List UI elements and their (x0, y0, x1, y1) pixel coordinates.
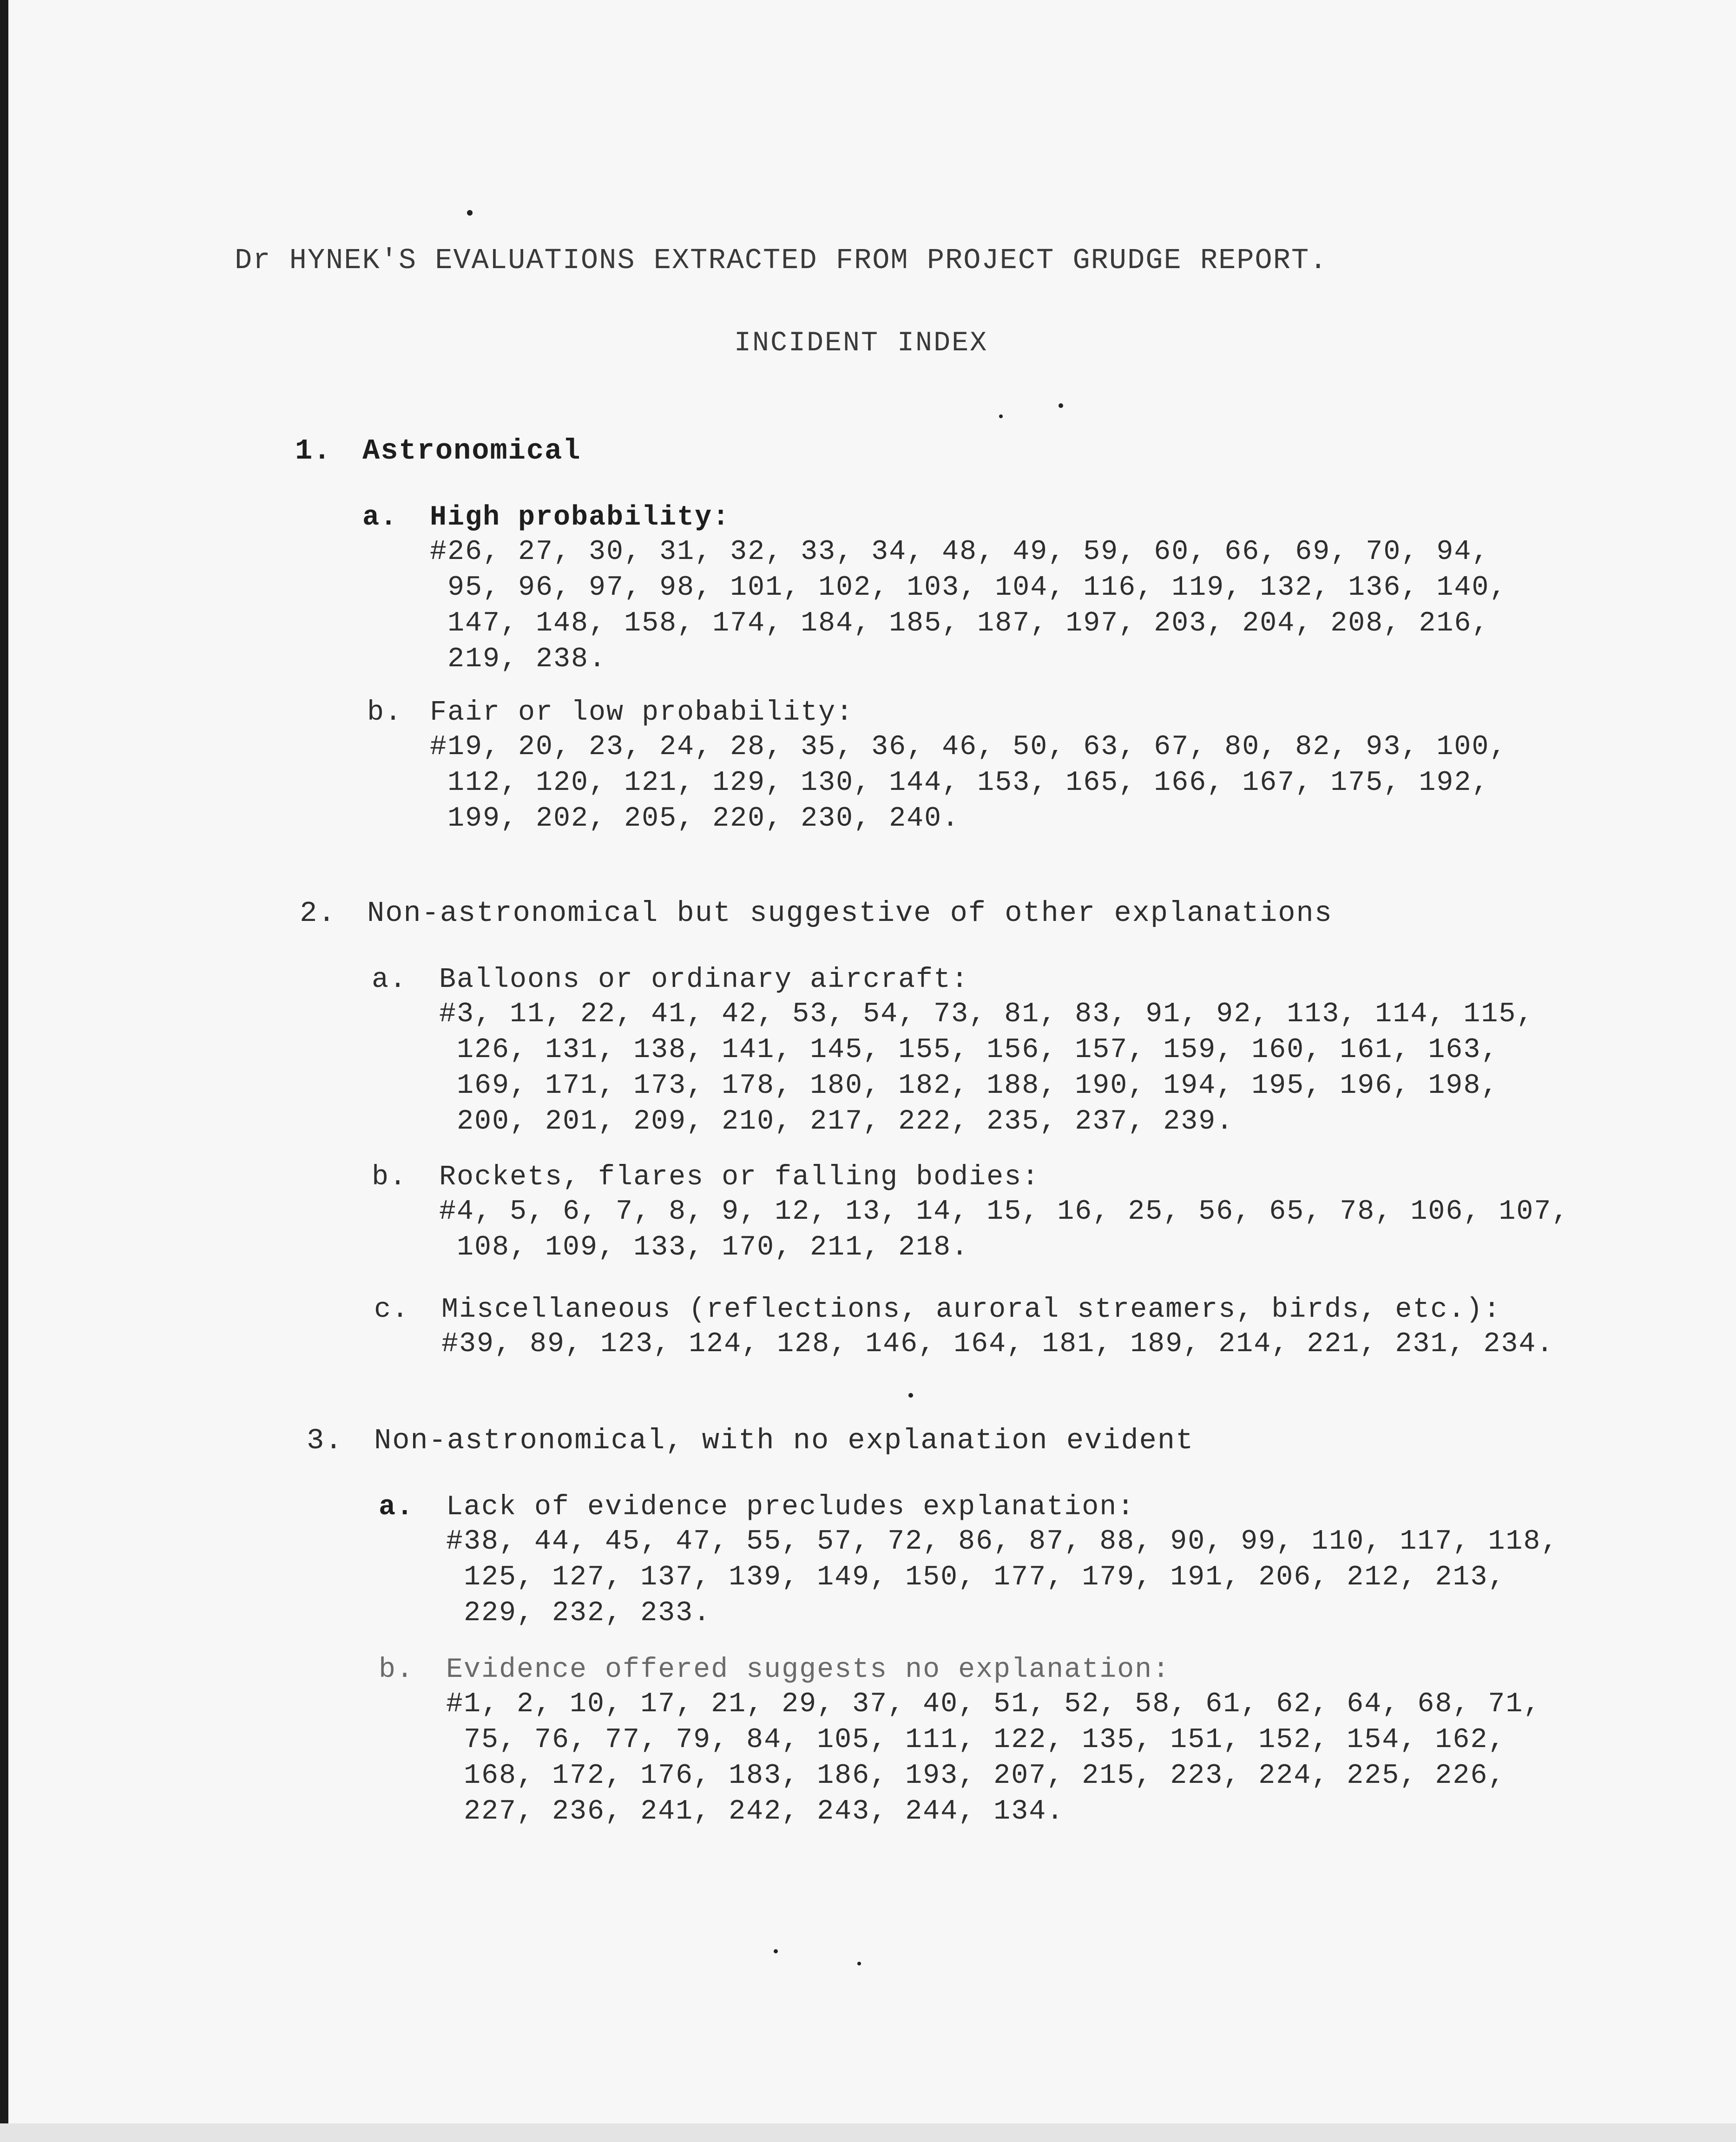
section-2-number: 2. (300, 897, 336, 930)
section-1a-letter: a. (362, 502, 398, 533)
scan-bottom-edge (0, 2123, 1736, 2142)
section-1b-letter: b. (367, 697, 403, 729)
scan-left-edge (0, 0, 8, 2142)
section-1b-heading: Fair or low probability: (430, 697, 854, 729)
section-2b-numbers: #4, 5, 6, 7, 8, 9, 12, 13, 14, 15, 16, 25, 56, 65, 78, 106, 107, 108, 109, 133, 170, 211, 218. (439, 1196, 1570, 1263)
section-1a-heading: High probability: (430, 502, 730, 533)
document-title: Dr HYNEK'S EVALUATIONS EXTRACTED FROM PROJECT GRUDGE REPORT. (235, 244, 1328, 277)
scan-speck (774, 1949, 778, 1953)
section-2b-letter: b. (372, 1162, 408, 1193)
section-2-heading: Non-astronomical but suggestive of other explanations (367, 897, 1333, 930)
section-3a-letter: a. (379, 1492, 414, 1523)
section-1a-numbers: #26, 27, 30, 31, 32, 33, 34, 48, 49, 59, 60, 66, 69, 70, 94, 95, 96, 97, 98, 101, 102, 103, 104, 116, 119, 132, 136, 140, 147, 148, 158, 174, 184, 185, 187, 197, 203, 204, 208, 216, 219, 238. (430, 536, 1507, 675)
section-1-heading: Astronomical (362, 434, 581, 467)
section-2a-letter: a. (372, 964, 408, 996)
section-2a-heading: Balloons or ordinary aircraft: (439, 964, 969, 996)
section-3a-numbers: #38, 44, 45, 47, 55, 57, 72, 86, 87, 88, 90, 99, 110, 117, 118, 125, 127, 137, 139, 149, 150, 177, 179, 191, 206, 212, 213, 229, 232, 233. (446, 1526, 1559, 1629)
section-1b-numbers: #19, 20, 23, 24, 28, 35, 36, 46, 50, 63, 67, 80, 82, 93, 100, 112, 120, 121, 129, 130, 144, 153, 165, 166, 167, 175, 192, 199, 202, 205, 220, 230, 240. (430, 731, 1507, 834)
section-1-number: 1. (295, 434, 332, 467)
section-3b-heading: Evidence offered suggests no explanation: (446, 1654, 1170, 1686)
section-3-heading: Non-astronomical, with no explanation evident (374, 1424, 1194, 1457)
document-subtitle: INCIDENT INDEX (734, 328, 988, 359)
section-2a-numbers: #3, 11, 22, 41, 42, 53, 54, 73, 81, 83, 91, 92, 113, 114, 115, 126, 131, 138, 141, 145, 155, 156, 157, 159, 160, 161, 163, 169, 171, 173, 178, 180, 182, 188, 190, 194, 195, 196, 198, 200, 201, 209, 210, 217, 222, 235, 237, 239. (439, 999, 1534, 1137)
scan-speck (1059, 403, 1063, 408)
section-3a-heading: Lack of evidence precludes explanation: (446, 1492, 1135, 1523)
section-2c-heading: Miscellaneous (reflections, auroral streamers, birds, etc.): (441, 1294, 1501, 1326)
section-3b-numbers: #1, 2, 10, 17, 21, 29, 37, 40, 51, 52, 58, 61, 62, 64, 68, 71, 75, 76, 77, 79, 84, 105, 111, 122, 135, 151, 152, 154, 162, 168, 172, 176, 183, 186, 193, 207, 215, 223, 224, 225, 226, 227, 236, 241, 242, 243, 244, 134. (446, 1689, 1541, 1827)
scan-speck (857, 1962, 861, 1965)
section-2c-numbers: #39, 89, 123, 124, 128, 146, 164, 181, 189, 214, 221, 231, 234. (441, 1328, 1554, 1360)
scan-speck (467, 210, 473, 216)
scan-speck (908, 1393, 913, 1398)
section-2b-heading: Rockets, flares or falling bodies: (439, 1162, 1040, 1193)
section-3b-letter: b. (379, 1654, 414, 1686)
section-3-number: 3. (307, 1424, 343, 1457)
section-2c-letter: c. (374, 1294, 410, 1326)
scan-speck (999, 414, 1003, 418)
